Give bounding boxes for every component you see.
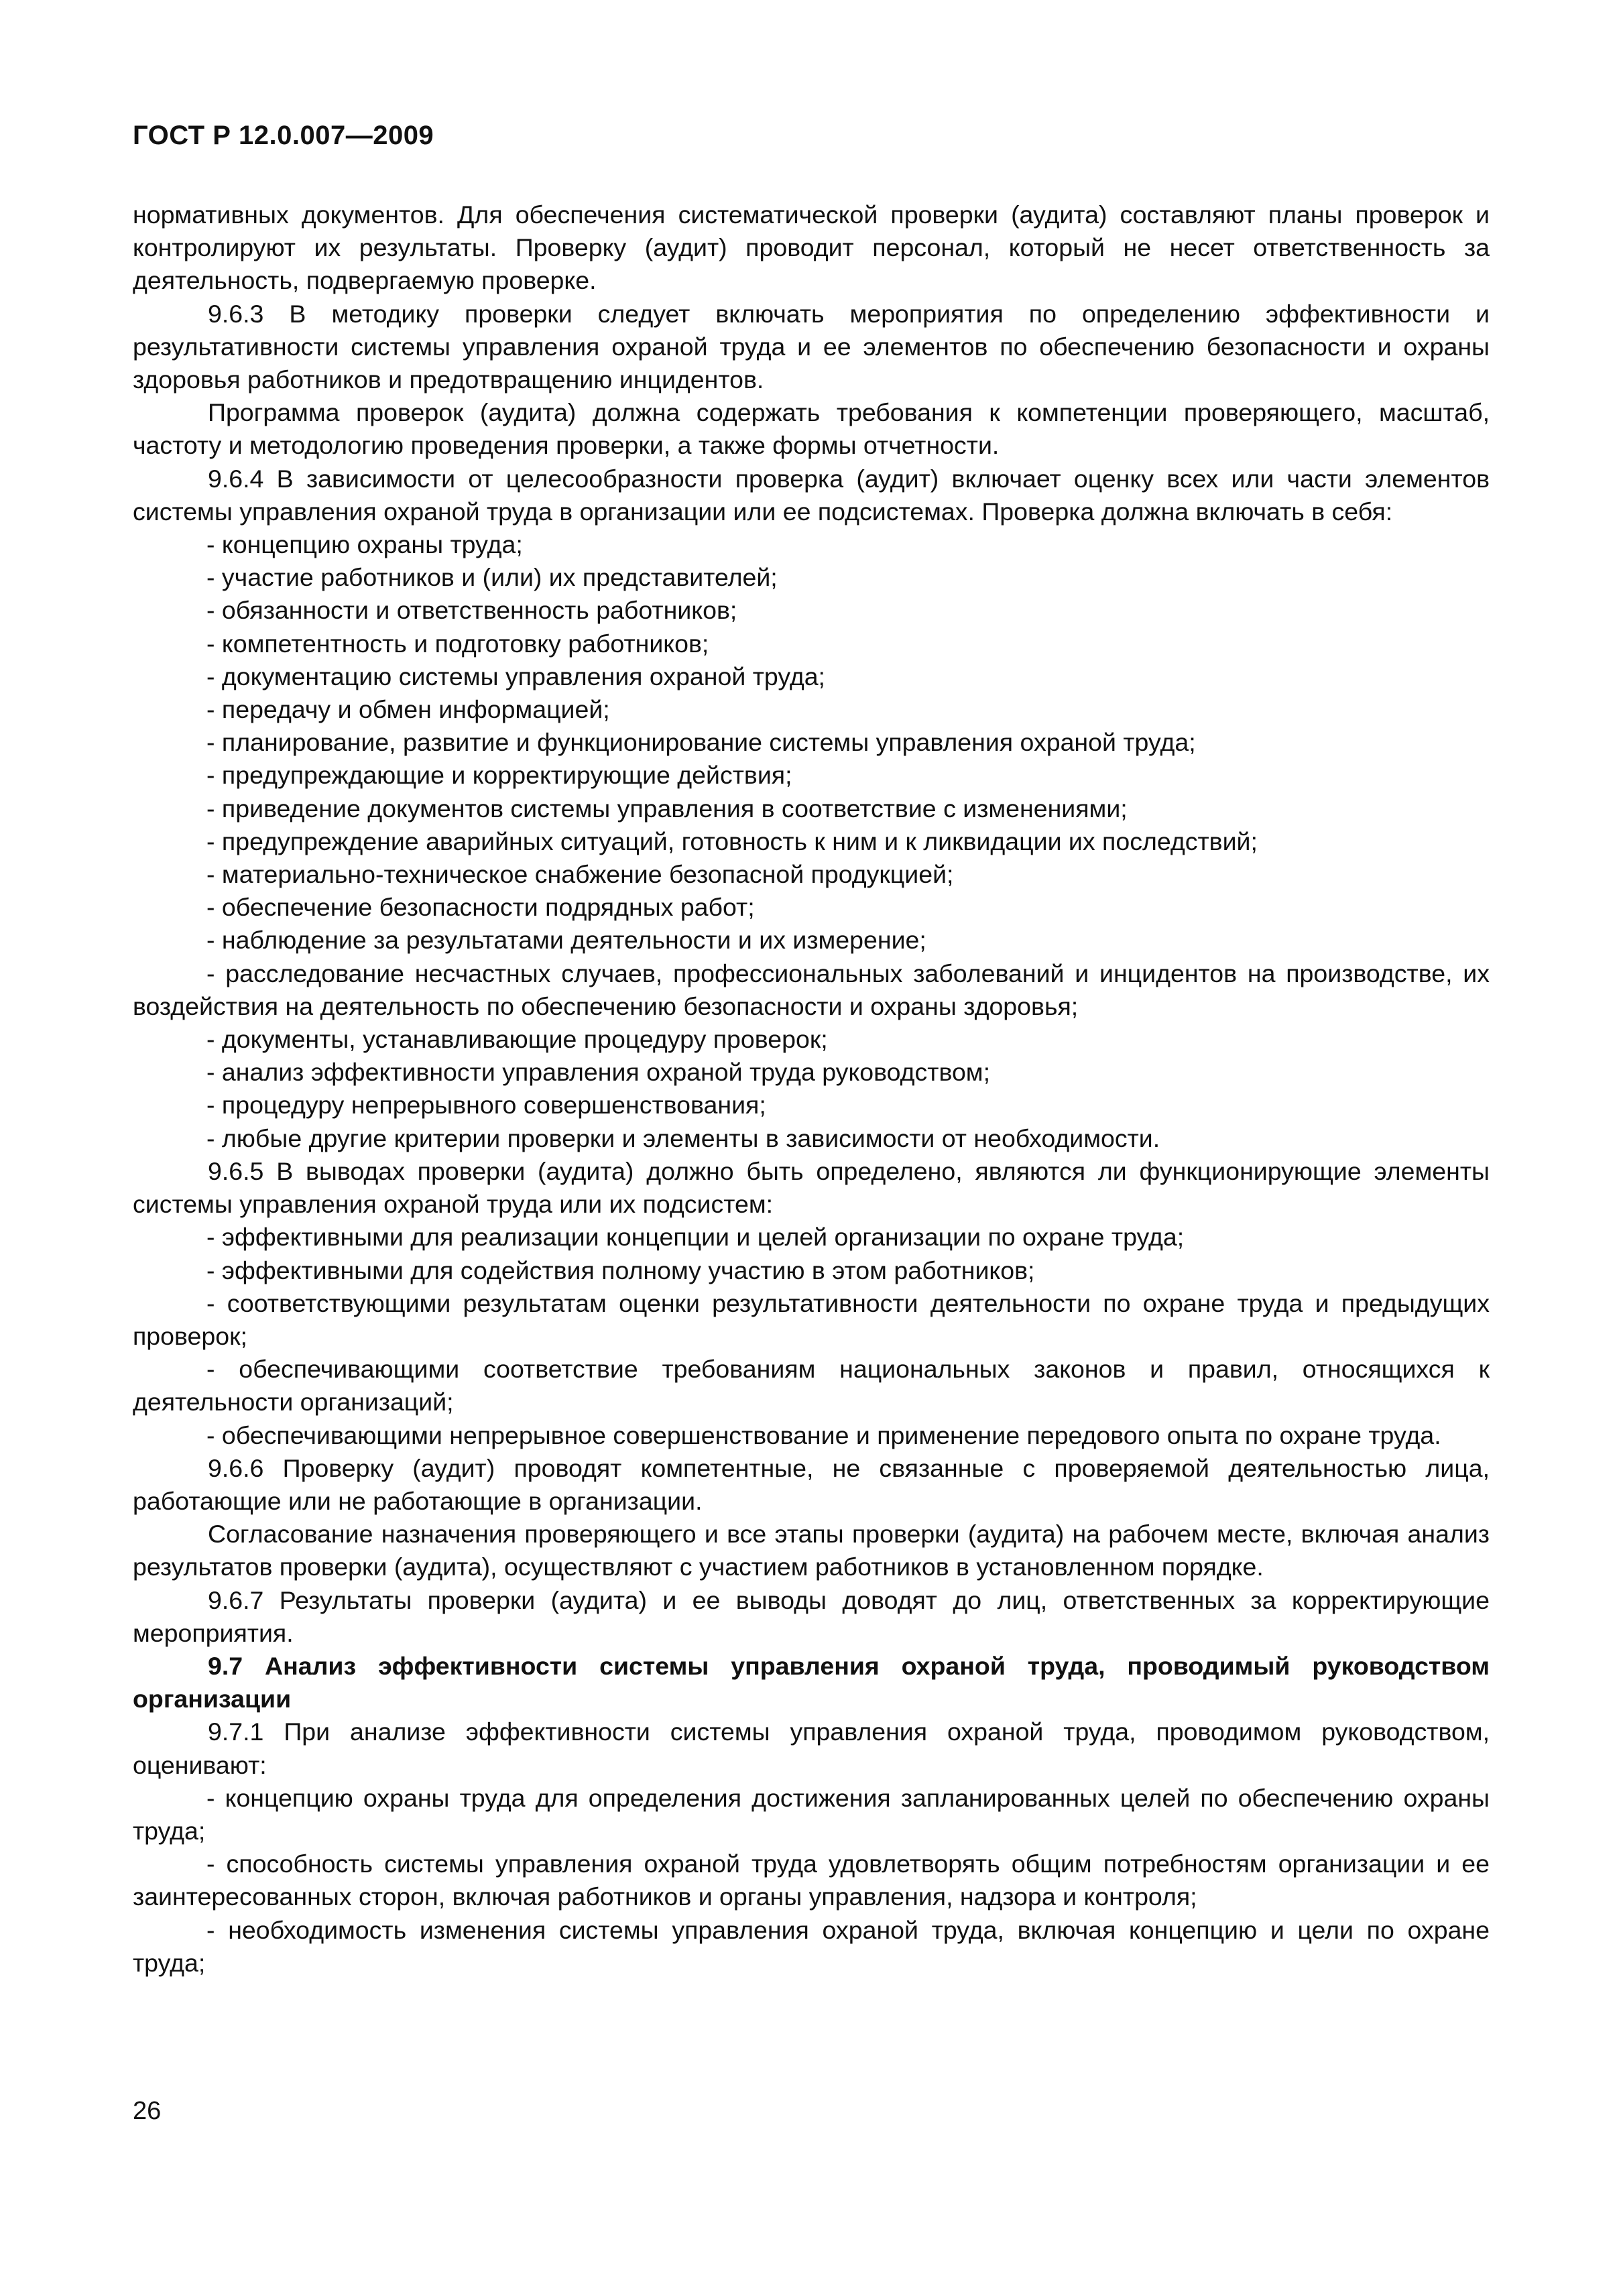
list-item: - необходимость изменения системы управления охраной труда, включая концепцию и цели по охране труда;	[133, 1915, 1490, 1977]
list-item: - любые другие критерии проверки и элементы в зависимости от необходимости.	[206, 1124, 1160, 1152]
paragraph: 9.7.1 При анализе эффективности системы управления охраной труда, проводимом руководством, оценивают:	[133, 1717, 1490, 1779]
paragraph: нормативных документов. Для обеспечения систематической проверки (аудита) составляют планы проверок и контролируют их результаты. Проверку (аудит) проводит персонал, который не несет ответственность за деятельность, подвергаемую проверке.	[133, 200, 1490, 295]
list-item: - обеспечивающими непрерывное совершенствование и применение передового опыта по охране труда.	[206, 1421, 1441, 1449]
list-item: - способность системы управления охраной труда удовлетворять общим потребностям организации и ее заинтересованных сторон, включая работников и органы управления, надзора и контроля;	[133, 1850, 1490, 1911]
paragraph: 9.6.7 Результаты проверки (аудита) и ее выводы доводят до лиц, ответственных за корректирующие мероприятия.	[133, 1585, 1490, 1647]
list-item: - передачу и обмен информацией;	[206, 695, 610, 724]
list-item: - планирование, развитие и функционирование системы управления охраной труда;	[206, 728, 1196, 757]
list-item: - анализ эффективности управления охраной труда руководством;	[206, 1058, 991, 1087]
list-item: - расследование несчастных случаев, профессиональных заболеваний и инцидентов на производстве, их воздействия на деятельность по обеспечению безопасности и охраны здоровья;	[133, 959, 1490, 1020]
document-code-header: ГОСТ Р 12.0.007—2009	[133, 121, 434, 150]
list-item: - компетентность и подготовку работников;	[206, 629, 709, 658]
section-heading: 9.7 Анализ эффективности системы управления охраной труда, проводимый руководством организации	[133, 1651, 1490, 1713]
paragraph: Согласование назначения проверяющего и все этапы проверки (аудита) на рабочем месте, включая анализ результатов проверки (аудита), осуществляют с участием работников в установленном порядке.	[133, 1520, 1490, 1581]
list-item: - материально-техническое снабжение безопасной продукцией;	[206, 860, 954, 889]
list-item: - предупреждающие и корректирующие действия;	[206, 761, 792, 790]
list-item: - обязанности и ответственность работников;	[206, 596, 737, 625]
list-item: - процедуру непрерывного совершенствования;	[206, 1091, 766, 1120]
list-item: - документацию системы управления охраной труда;	[206, 662, 825, 690]
paragraph: 9.6.3 В методику проверки следует включать мероприятия по определению эффективности и результативности системы управления охраной труда и ее элементов по обеспечению безопасности и охраны здоровья работников и предотвращению инцидентов.	[133, 299, 1490, 394]
list-item: - эффективными для реализации концепции и целей организации по охране труда;	[206, 1223, 1185, 1252]
list-item: - предупреждение аварийных ситуаций, готовность к ним и к ликвидации их последствий;	[206, 827, 1258, 855]
paragraph: Программа проверок (аудита) должна содержать требования к компетенции проверяющего, масштаб, частоту и методологию проведения проверки, а также формы отчетности.	[133, 398, 1490, 460]
list-item: - обеспечение безопасности подрядных работ;	[206, 893, 755, 922]
page-number: 26	[133, 2097, 162, 2125]
paragraph: 9.6.6 Проверку (аудит) проводят компетентные, не связанные с проверяемой деятельностью лица, работающие или не работающие в организации.	[133, 1453, 1490, 1515]
list-item: - документы, устанавливающие процедуру проверок;	[206, 1025, 828, 1054]
list-item: - соответствующими результатам оценки результативности деятельности по охране труда и предыдущих проверок;	[133, 1288, 1490, 1350]
list-item: - участие работников и (или) их представителей;	[206, 563, 778, 592]
list-item: - наблюдение за результатами деятельности и их измерение;	[206, 926, 926, 955]
document-body	[133, 198, 1490, 1980]
paragraph: 9.6.5 В выводах проверки (аудита) должно быть определено, являются ли функционирующие элементы системы управления охраной труда или их подсистем:	[133, 1156, 1490, 1219]
list-item: - концепцию охраны труда для определения достижения запланированных целей по обеспечению охраны труда;	[133, 1783, 1490, 1845]
list-item: - обеспечивающими соответствие требованиям национальных законов и правил, относящихся к деятельности организаций;	[133, 1355, 1490, 1416]
list-item: - эффективными для содействия полному участию в этом работников;	[206, 1256, 1035, 1284]
list-item: - концепцию охраны труда;	[206, 530, 523, 559]
list-item: - приведение документов системы управления в соответствие с изменениями;	[206, 794, 1128, 823]
paragraph: 9.6.4 В зависимости от целесообразности проверка (аудит) включает оценку всех или части элементов системы управления охраной труда в организации или ее подсистемах. Проверка должна включать в себя:	[133, 464, 1490, 526]
